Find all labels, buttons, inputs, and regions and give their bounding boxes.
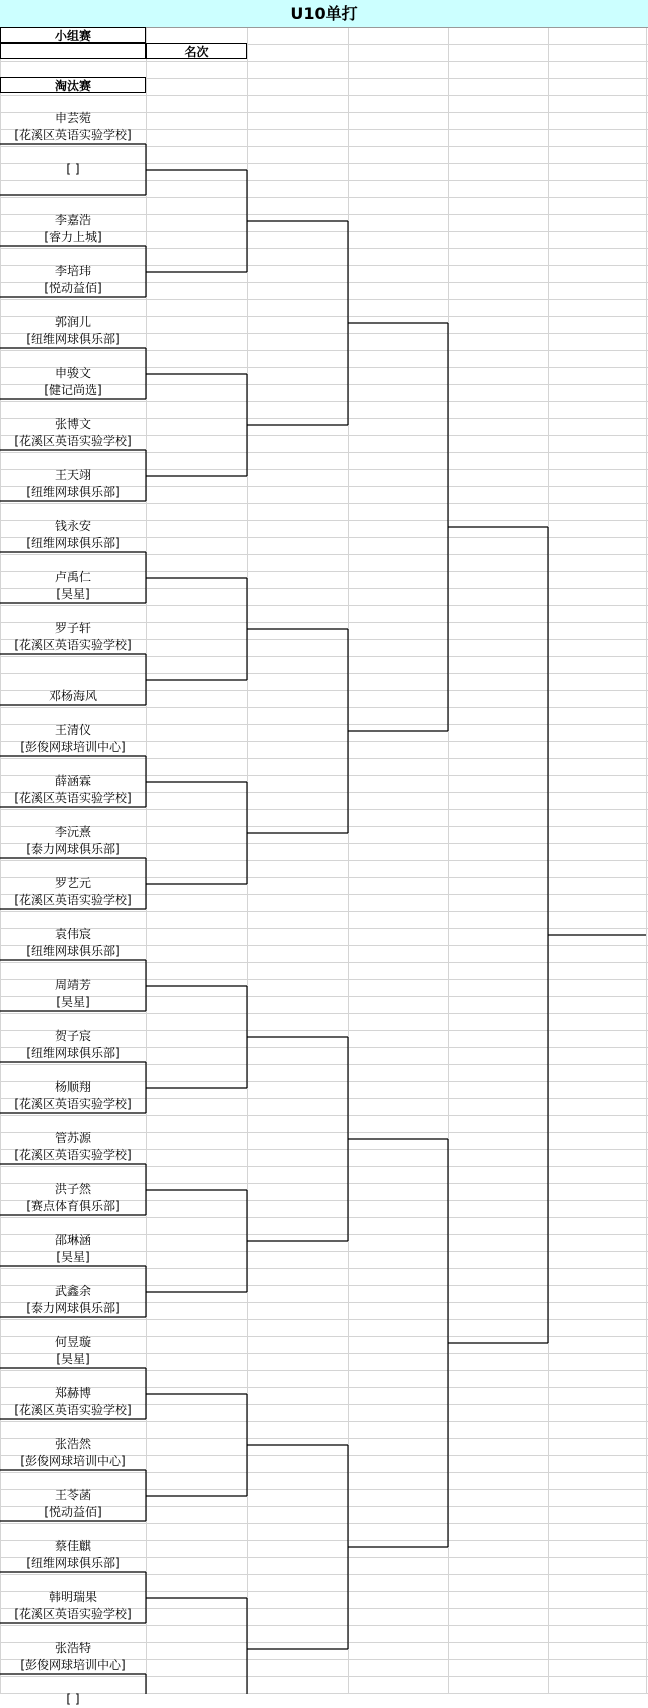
- player-name: 武鑫余: [54, 1284, 91, 1298]
- player-club: [花溪区英语实验学校]: [14, 791, 132, 805]
- knockout-header: 淘汰赛: [0, 77, 146, 93]
- player-name: 郑赫博: [54, 1386, 91, 1400]
- player-name: 郭润儿: [54, 315, 91, 329]
- player-club: [纽维网球俱乐部]: [26, 485, 120, 499]
- player-name: 张博文: [54, 417, 91, 431]
- player-club: [泰力网球俱乐部]: [26, 1301, 120, 1315]
- player-club: [悦动益佰]: [44, 1505, 102, 1519]
- player-club: [昊星]: [56, 587, 90, 601]
- player-name: 李沅熹: [54, 825, 91, 839]
- player-club: [昊星]: [56, 1352, 90, 1366]
- player-name: 申芸菀: [54, 111, 91, 125]
- player-name: 钱永安: [54, 519, 91, 533]
- player-name: 卢禹仁: [54, 570, 91, 584]
- player-club: [彭俊网球培训中心]: [20, 1454, 126, 1468]
- group-stage-header: 小组赛: [0, 27, 146, 43]
- player-name: 薛涵霖: [54, 774, 91, 788]
- player-club: [彭俊网球培训中心]: [20, 1658, 126, 1672]
- player-name: 罗子轩: [54, 621, 91, 635]
- player-club: [花溪区英语实验学校]: [14, 1148, 132, 1162]
- player-club: [纽维网球俱乐部]: [26, 944, 120, 958]
- player-club: [泰力网球俱乐部]: [26, 842, 120, 856]
- player-name: 洪子然: [54, 1182, 91, 1196]
- player-club: [花溪区英语实验学校]: [14, 434, 132, 448]
- player-club: [悦动益佰]: [44, 281, 102, 295]
- player-club: [ ]: [66, 162, 80, 176]
- rank-header: 名次: [146, 43, 247, 59]
- player-name: 李培玮: [54, 264, 91, 278]
- player-club: [纽维网球俱乐部]: [26, 1046, 120, 1060]
- player-club: [花溪区英语实验学校]: [14, 893, 132, 907]
- player-name: 罗艺元: [54, 876, 91, 890]
- player-name: 袁伟宸: [54, 927, 91, 941]
- player-name: 贺子宸: [54, 1029, 91, 1043]
- player-club: [彭俊网球培训中心]: [20, 740, 126, 754]
- player-club: [健记尚选]: [44, 383, 102, 397]
- player-club: [ ]: [66, 1692, 80, 1706]
- player-club: [花溪区英语实验学校]: [14, 128, 132, 142]
- player-name: 邓杨海风: [48, 689, 97, 703]
- player-club: [花溪区英语实验学校]: [14, 1403, 132, 1417]
- player-name: 王苓菡: [54, 1488, 91, 1502]
- player-club: [花溪区英语实验学校]: [14, 1607, 132, 1621]
- player-club: [赛点体育俱乐部]: [26, 1199, 120, 1213]
- player-club: [纽维网球俱乐部]: [26, 332, 120, 346]
- player-name: 韩明瑞果: [48, 1590, 97, 1604]
- player-name: 张浩特: [54, 1641, 91, 1655]
- player-name: 王清仪: [54, 723, 91, 737]
- player-club: [花溪区英语实验学校]: [14, 638, 132, 652]
- player-name: 邵琳涵: [54, 1233, 91, 1247]
- player-club: [睿力上城]: [44, 230, 102, 244]
- player-name: 申骏文: [54, 366, 91, 380]
- player-name: 杨顺翔: [54, 1080, 91, 1094]
- player-club: [昊星]: [56, 995, 90, 1009]
- player-name: 李嘉浩: [54, 213, 91, 227]
- player-name: 周靖芳: [54, 978, 91, 992]
- player-name: 何昱璇: [54, 1335, 91, 1349]
- player-club: [花溪区英语实验学校]: [14, 1097, 132, 1111]
- player-name: 王天翊: [54, 468, 91, 482]
- sheet-title: U10单打: [290, 4, 358, 23]
- player-name: 蔡佳麒: [54, 1539, 91, 1553]
- player-club: [昊星]: [56, 1250, 90, 1264]
- player-club: [纽维网球俱乐部]: [26, 536, 120, 550]
- player-name: 张浩然: [54, 1437, 91, 1451]
- player-club: [纽维网球俱乐部]: [26, 1556, 120, 1570]
- player-name: 管苏源: [54, 1131, 91, 1145]
